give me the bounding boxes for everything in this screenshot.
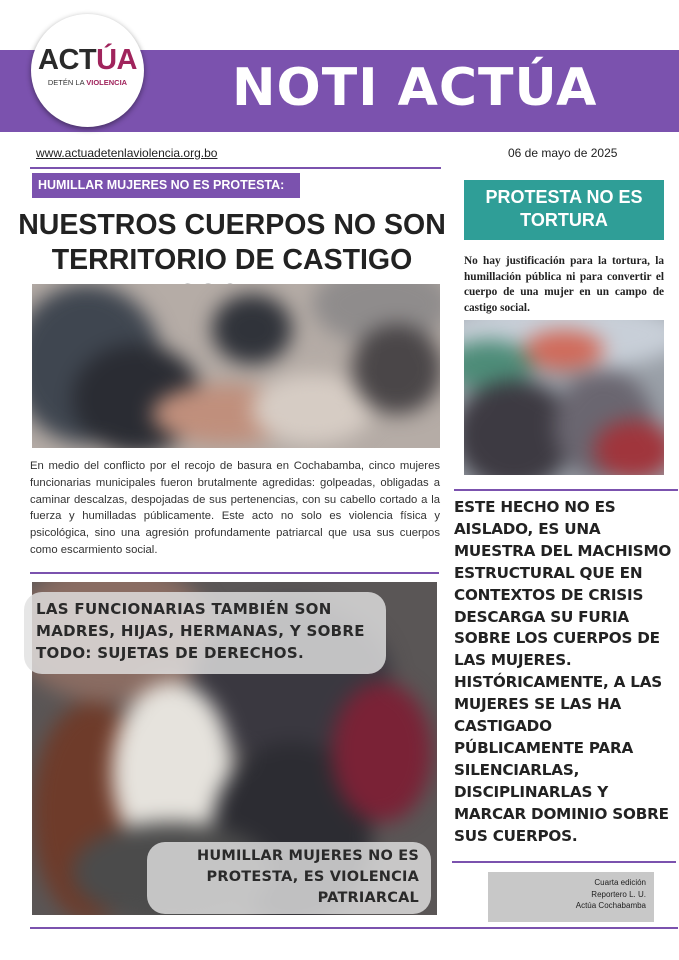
issue-date: 06 de mayo de 2025 <box>508 146 618 160</box>
masthead-title: NOTI ACTÚA <box>232 58 598 118</box>
credits-edition: Cuarta edición <box>594 878 646 887</box>
website-link[interactable]: www.actuadetenlaviolencia.org.bo <box>36 146 218 160</box>
logo-tagline-plain: DETÉN LA <box>47 78 87 87</box>
logo-tagline-bold: VIOLENCIA <box>86 78 128 87</box>
logo-wordmark <box>31 44 144 77</box>
main-photo <box>32 284 440 448</box>
logo-tagline <box>31 78 144 87</box>
divider-footer <box>30 927 678 929</box>
divider-side-bottom <box>452 861 676 863</box>
credits-org: Actúa Cochabamba <box>575 901 646 910</box>
pull-quote: ESTE HECHO NO ES AISLADO, ES UNA MUESTRA DEL MACHISMO ESTRUCTURAL QUE EN CONTEXTOS DE CRISIS DESCARGA SU FURIA SOBRE LOS CUERPOS DE LAS MUJERES. HISTÓRICAMENTE, A LAS MUJERES SE LAS HA CASTIGADO PÚBLICAMENTE PARA SILENCIARLAS, DISCIPLINARLAS Y MARCAR DOMINIO SOBRE SUS CUERPOS. <box>454 498 672 845</box>
logo-wordmark-accent: ÚA <box>96 44 137 76</box>
sidebar-photo <box>464 320 664 475</box>
page-headline: NUESTROS CUERPOS NO SON TERRITORIO DE CASTIGO <box>18 209 446 276</box>
divider-top-left <box>30 167 441 169</box>
section-kicker: HUMILLAR MUJERES NO ES PROTESTA: <box>32 173 300 198</box>
divider-side-top <box>454 489 678 491</box>
credits-box <box>488 872 654 922</box>
sidebar-intro: No hay justificación para la tortura, la humillación pública ni para convertir el cuerpo de una mujer en un campo de castigo social. <box>464 255 664 314</box>
actua-logo[interactable] <box>31 14 144 127</box>
article-body: En medio del conflicto por el recojo de basura en Cochabamba, cinco mujeres funcionarias municipales fueron brutalmente agredidas: golpeadas, obligadas a caminar descalzas, despojadas de sus pertenencias, con su cabello cortado a la fuerza y humilladas públicamente. Este acto no solo es violencia física y psicológica, sino una agresión profundamente patriarcal que usa sus cuerpos como escarmiento social. <box>30 460 440 556</box>
sidebar-title-box: PROTESTA NO ES TORTURA <box>464 180 664 240</box>
credits-reporter: Reportero L. U. <box>591 889 646 899</box>
overlay-quote-bottom: HUMILLAR MUJERES NO ES PROTESTA, ES VIOLENCIA PATRIARCAL <box>147 842 431 914</box>
overlay-quote-top: LAS FUNCIONARIAS TAMBIÉN SON MADRES, HIJAS, HERMANAS, Y SOBRE TODO: SUJETAS DE DERECHOS. <box>24 592 386 674</box>
divider-mid-left <box>30 572 439 574</box>
logo-wordmark-dark: ACT <box>38 44 97 76</box>
